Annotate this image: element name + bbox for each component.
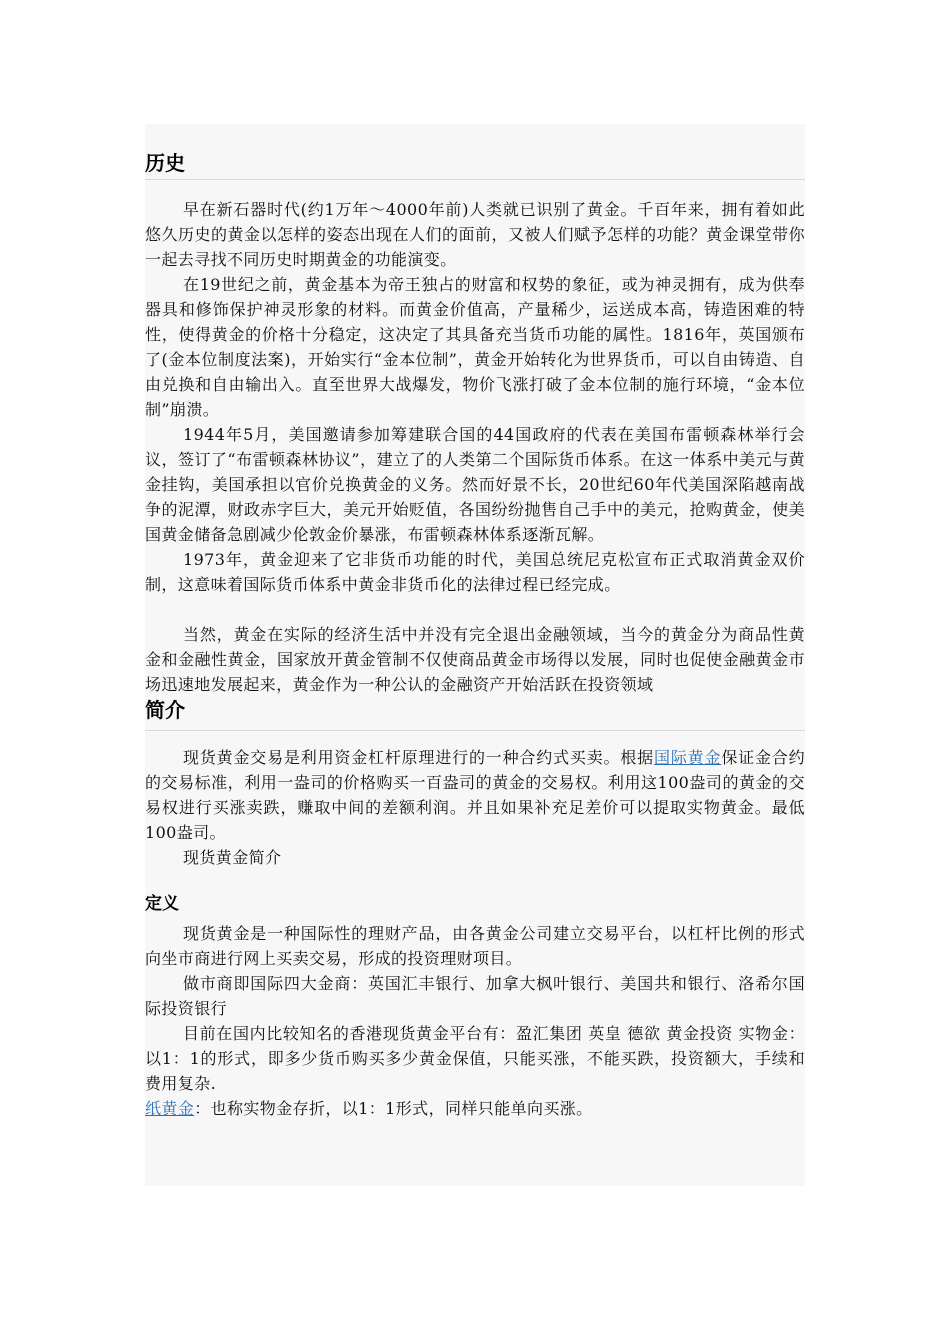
paper-gold-link[interactable]: 纸黄金 xyxy=(145,1099,195,1118)
intro-text-before-link: 现货黄金交易是利用资金杠杆原理进行的一种合约式买卖。根据 xyxy=(183,748,655,767)
intro-text-after-link: 保证金合约的交易标准，利用一盎司的价格购买一百盎司的黄金的交易权。利用这100盎司的黄金的交易权进行买涨卖跌，赚取中间的差额利润。并且如果补充足差价可以提取实物黄金。最低100盎司。 xyxy=(145,748,805,842)
history-paragraph-5: 当然，黄金在实际的经济生活中并没有完全退出金融领域，当今的黄金分为商品性黄金和金融性黄金，国家放开黄金管制不仅使商品黄金市场得以发展，同时也促使金融黄金市场迅速地发展起来，黄金作为一种公认的金融资产开始活跃在投资领域 xyxy=(145,625,805,694)
history-paragraph-3: 1944年5月，美国邀请参加筹建联合国的44国政府的代表在美国布雷顿森林举行会议，签订了“布雷顿森林协议”，建立了的人类第二个国际货币体系。在这一体系中美元与黄金挂钩，美国承担以官价兑换黄金的义务。然而好景不长，20世纪60年代美国深陷越南战争的泥潭，财政赤字巨大，美元开始贬值，各国纷纷抛售自己手中的美元，抢购黄金，使美国黄金储备急剧减少伦敦金价暴涨，布雷顿森林体系逐渐瓦解。 xyxy=(145,425,805,544)
intro-paragraph xyxy=(145,745,805,845)
definition-heading: 定义 xyxy=(145,894,179,914)
international-gold-link[interactable]: 国际黄金 xyxy=(654,748,722,767)
history-paragraph-1: 早在新石器时代(约1万年～4000年前)人类就已识别了黄金。千百年来，拥有着如此悠久历史的黄金以怎样的姿态出现在人们的面前，又被人们赋予怎样的功能？黄金课堂带你一起去寻找不同历史时期黄金的功能演变。 xyxy=(145,200,805,269)
history-heading: 历史 xyxy=(145,151,185,175)
history-paragraph-2: 在19世纪之前，黄金基本为帝王独占的财富和权势的象征，或为神灵拥有，成为供奉器具和修饰保护神灵形象的材料。而黄金价值高，产量稀少，运送成本高，铸造困难的特性，使得黄金的价格十分稳定，这决定了其具备充当货币功能的属性。1816年，英国颁布了(金本位制度法案)，开始实行“金本位制”，黄金开始转化为世界货币，可以自由铸造、自由兑换和自由输出入。直至世界大战爆发，物价飞涨打破了金本位制的施行环境，“金本位制”崩溃。 xyxy=(145,275,805,419)
definition-paragraph-4 xyxy=(145,1096,805,1121)
paragraph-spacer xyxy=(145,597,805,622)
definition-paragraph-3: 目前在国内比较知名的香港现货黄金平台有：盈汇集团 英皇 德欲 黄金投资 实物金：以1：1的形式，即多少货币购买多少黄金保值，只能买涨，不能买跌，投资额大，手续和费用复杂. xyxy=(145,1024,805,1093)
document-page xyxy=(145,124,805,1186)
definition-paragraph-2: 做市商即国际四大金商：英国汇丰银行、加拿大枫叶银行、美国共和银行、洛希尔国际投资银行 xyxy=(145,974,805,1018)
document-content xyxy=(145,124,805,1121)
paper-gold-text: ：也称实物金存折，以1：1形式，同样只能单向买涨。 xyxy=(194,1099,593,1118)
definition-paragraph-1: 现货黄金是一种国际性的理财产品，由各黄金公司建立交易平台，以杠杆比例的形式向坐市商进行网上买卖交易，形成的投资理财项目。 xyxy=(145,924,805,968)
intro-caption: 现货黄金简介 xyxy=(183,848,282,867)
intro-heading: 简介 xyxy=(145,698,185,722)
history-paragraph-4: 1973年，黄金迎来了它非货币功能的时代，美国总统尼克松宣布正式取消黄金双价制，这意味着国际货币体系中黄金非货币化的法律过程已经完成。 xyxy=(145,550,805,594)
